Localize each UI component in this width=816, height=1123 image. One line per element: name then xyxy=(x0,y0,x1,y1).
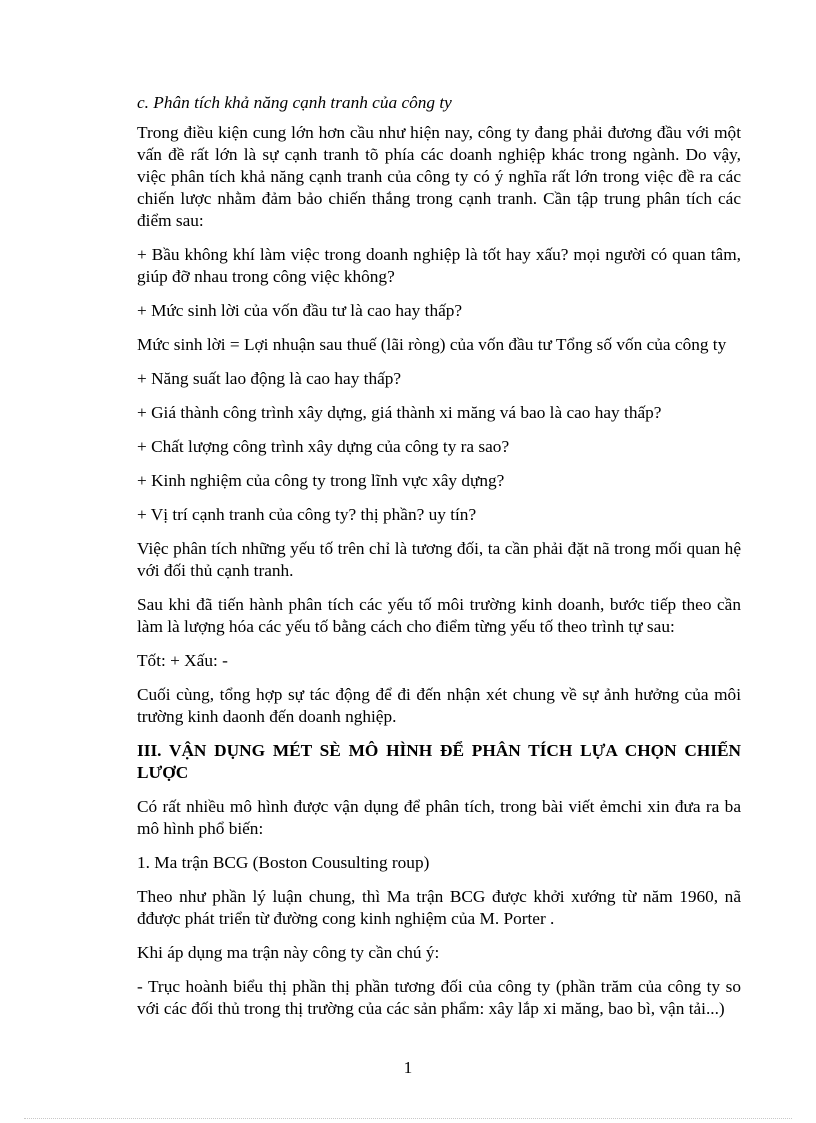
formula-profitability: Mức sinh lời = Lợi nhuận sau thuế (lãi ròng) của vốn đầu tư Tổng số vốn của công ty xyxy=(137,335,727,354)
paragraph-bcg-note: Khi áp dụng ma trận này công ty cần chú ý: xyxy=(137,943,440,962)
bullet-work-atmosphere: + Bầu không khí làm việc trong doanh nghiệp là tốt hay xấu? mọi người có quan tâm, giúp đỡ nhau trong công việc không? xyxy=(137,245,741,286)
paragraph-horizontal-axis: - Trục hoành biểu thị phần thị phần tương đối của công ty (phần trăm của công ty so với các đối thủ trong thị trường của các sản phẩm: xây lắp xi măng, bao bì, vận tải...) xyxy=(137,977,741,1018)
bullet-position: + Vị trí cạnh tranh của công ty? thị phần? uy tín? xyxy=(137,505,477,524)
paragraph-intro: Trong điều kiện cung lớn hơn cầu như hiện nay, công ty đang phải đương đầu với một vấn đề rất lớn là sự cạnh tranh tõ phía các doanh nghiệp khác trong ngành. Do vậy, việc phân tích khả năng cạnh tranh của công ty có ý nghĩa rất lớn trong việc đề ra các chiến lược nhằm đảm bảo chiến thắng trong cạnh tranh. Cần tập trung phân tích các điểm sau: xyxy=(137,123,741,230)
subheading-bcg-matrix: 1. Ma trận BCG (Boston Cousulting roup) xyxy=(137,853,430,872)
document-body xyxy=(137,92,741,1032)
bullet-cost: + Giá thành công trình xây dựng, giá thành xi măng vá bao là cao hay thấp? xyxy=(137,403,662,422)
heading-section-iii: III. VẬN DỤNG MÉT SÈ MÔ HÌNH ĐỂ PHÂN TÍCH LỰA CHỌN CHIẾN LƯỢC xyxy=(137,741,741,782)
bullet-productivity: + Năng suất lao động là cao hay thấp? xyxy=(137,369,402,388)
paragraph-conclusion: Cuối cùng, tổng hợp sự tác động để đi đến nhận xét chung về sự ảnh hưởng của môi trường kinh daonh đến doanh nghiệp. xyxy=(137,685,741,726)
bullet-experience: + Kinh nghiệm của công ty trong lĩnh vực xây dựng? xyxy=(137,471,505,490)
page-number: 1 xyxy=(403,1058,413,1077)
page-bottom-rule xyxy=(24,1118,792,1119)
paragraph-quantify: Sau khi đã tiến hành phân tích các yếu tố môi trường kinh doanh, bước tiếp theo cần làm là lượng hóa các yếu tố bằng cách cho điểm từng yếu tố theo trình tự sau: xyxy=(137,595,741,636)
paragraph-models-intro: Có rất nhiều mô hình được vận dụng để phân tích, trong bài viết ẻmchi xin đưa ra ba mô hình phổ biến: xyxy=(137,797,741,838)
bullet-quality: + Chất lượng công trình xây dựng của công ty ra sao? xyxy=(137,437,510,456)
paragraph-bcg-origin: Theo như phần lý luận chung, thì Ma trận BCG được khởi xướng từ năm 1960, nã đđược phát triển từ đường cong kinh nghiệm của M. Porter . xyxy=(137,887,741,928)
bullet-profitability: + Mức sinh lời của vốn đầu tư là cao hay thấp? xyxy=(137,301,463,320)
paragraph-relative: Việc phân tích những yếu tố trên chỉ là tương đối, ta cần phải đặt nã trong mối quan hệ với đối thủ cạnh tranh. xyxy=(137,539,741,580)
paragraph-scoring: Tốt: + Xấu: - xyxy=(137,651,228,670)
section-title: c. Phân tích khả năng cạnh tranh của công ty xyxy=(137,93,452,112)
